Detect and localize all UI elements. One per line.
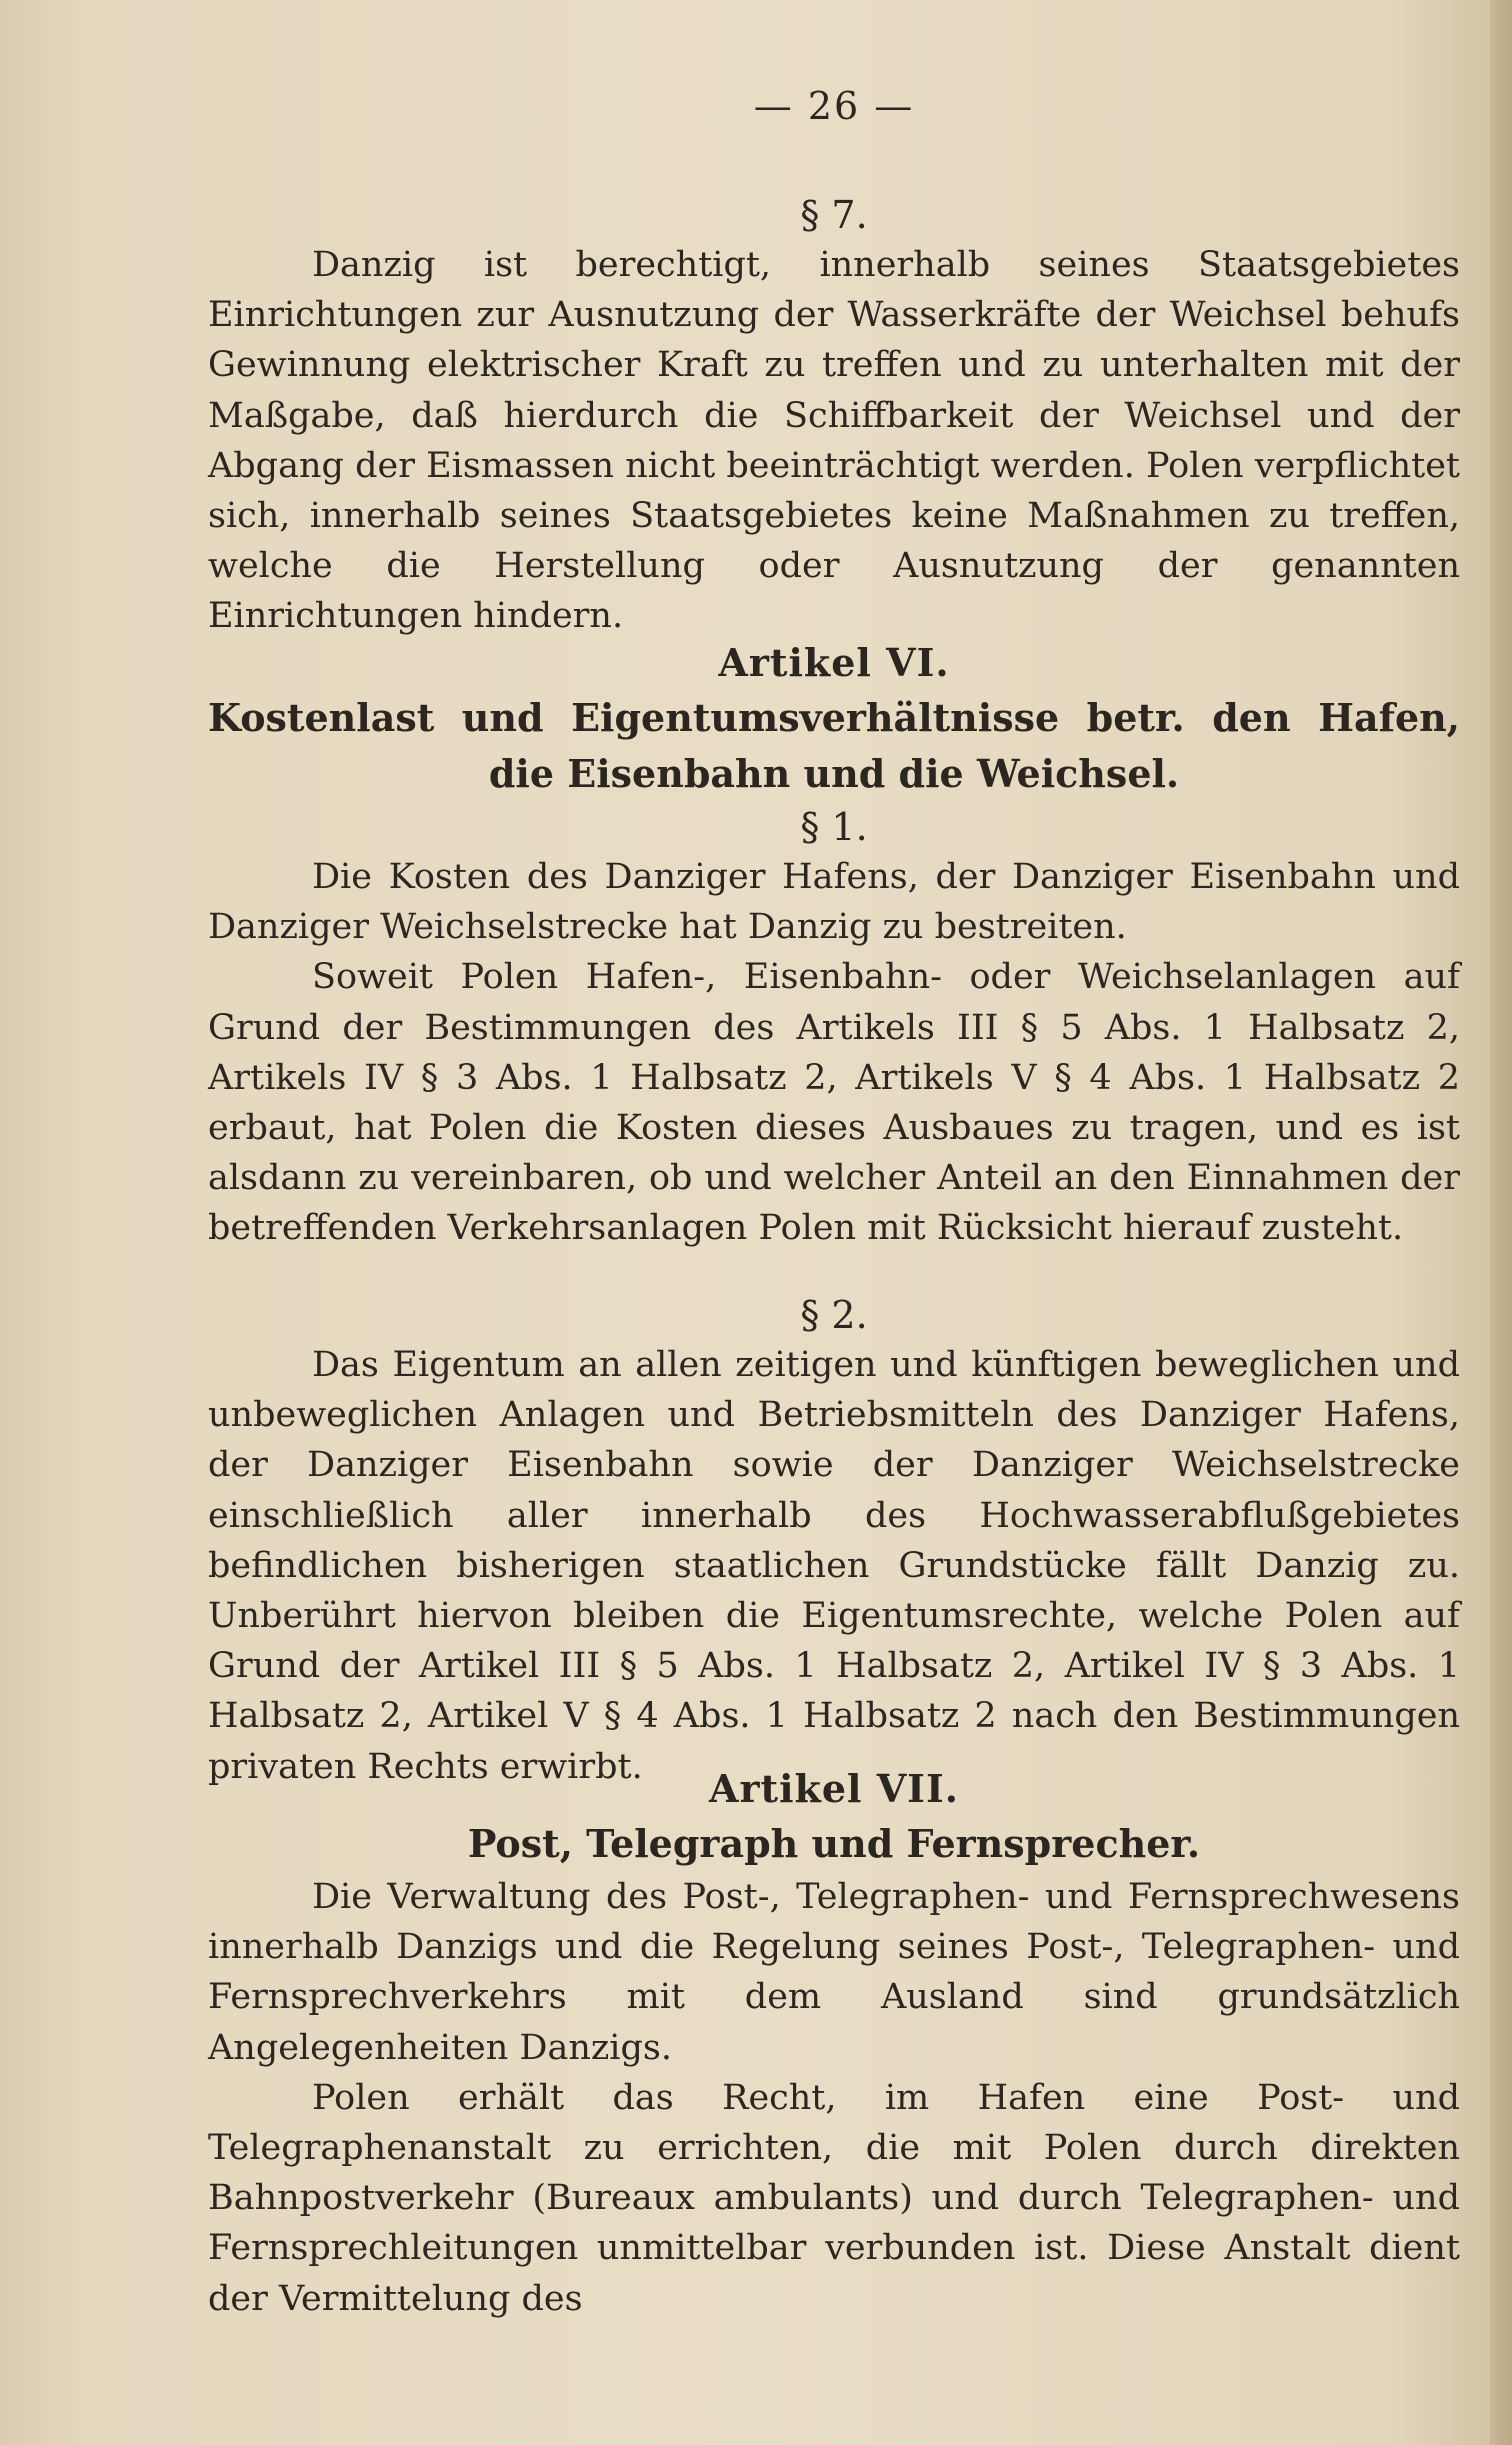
article-6-block <box>208 636 1460 1254</box>
article-7-paragraph-2: Polen erhält das Recht, im Hafen eine Post- und Telegraphenanstalt zu errichten, die mit Polen durch direkten Bahnpostverkehr (Bureaux ambulants) und durch Telegraphen- und Fernsprechleitungen unmittelbar verbunden ist. Diese Anstalt dient der Vermittelung des <box>208 2077 1460 2319</box>
article-6-section-2-paragraph: Das Eigentum an allen zeitigen und künftigen beweglichen und unbeweglichen Anlagen und Betriebsmitteln des Danziger Hafens, der Danziger Eisenbahn sowie der Danziger Weichselstrecke einschließlich aller innerhalb des Hochwasserabflußgebietes befindlichen bisherigen staatlichen Grundstücke fällt Danzig zu. Unberührt hiervon bleiben die Eigentumsrechte, welche Polen auf Grund der Artikel III § 5 Abs. 1 Halbsatz 2, Artikel IV § 3 Abs. 1 Halbsatz 2, Artikel V § 4 Abs. 1 Halbsatz 2 nach den Bestimmungen privaten Rechts erwirbt. <box>208 1345 1460 1787</box>
article-6-section-1-mark: § 1. <box>800 805 868 849</box>
article-6-section-1-paragraph-2: Soweit Polen Hafen-, Eisenbahn- oder Weichselanlagen auf Grund der Bestimmungen des Artikels III § 5 Abs. 1 Halbsatz 2, Artikels IV § 3 Abs. 1 Halbsatz 2, Artikels V § 4 Abs. 1 Halbsatz 2 erbaut, hat Polen die Kosten dieses Ausbaues zu tragen, und es ist alsdann zu vereinbaren, ob und welcher Anteil an den Einnahmen der betreffenden Verkehrsanlagen Polen mit Rücksicht hierauf zusteht. <box>208 957 1460 1249</box>
section-7-block <box>208 190 1460 642</box>
section-7-paragraph: Danzig ist berechtigt, innerhalb seines Staatsgebietes Einrichtungen zur Ausnutzung der Wasserkräfte der Weichsel behufs Gewinnung elektrischer Kraft zu treffen und zu unterhalten mit der Maßgabe, daß hierdurch die Schiffbarkeit der Weichsel und der Abgang der Eismassen nicht beeinträchtigt werden. Polen verpflichtet sich, innerhalb seines Staatsgebietes keine Maßnahmen zu treffen, welche die Herstellung oder Ausnutzung der genannten Einrichtungen hindern. <box>208 245 1460 637</box>
page-number: — 26 — <box>753 84 915 128</box>
article-6-section-2-block <box>208 1290 1460 1792</box>
article-6-subject: Kostenlast und Eigentumsverhältnisse betr. den Hafen, die Eisenbahn und die Weichsel. <box>208 695 1460 796</box>
article-7-paragraph-1: Die Verwaltung des Post-, Telegraphen- und Fernsprechwesens innerhalb Danzigs und die Regelung seines Post-, Telegraphen- und Fernsprechverkehrs mit dem Ausland sind grundsätzlich Angelegenheiten Danzigs. <box>208 1877 1460 2068</box>
article-6-section-2-mark: § 2. <box>800 1293 868 1337</box>
article-7-block <box>208 1762 1460 2324</box>
article-7-subject: Post, Telegraph und Fernsprecher. <box>467 1821 1201 1866</box>
page-edge <box>1490 0 1512 2445</box>
section-7-mark: § 7. <box>800 193 868 237</box>
article-6-heading: Artikel VI. <box>718 640 950 685</box>
article-6-section-1-paragraph-1: Die Kosten des Danziger Hafens, der Danziger Eisenbahn und Danziger Weichselstrecke hat Danzig zu bestreiten. <box>208 857 1460 948</box>
article-7-heading: Artikel VII. <box>709 1766 959 1811</box>
